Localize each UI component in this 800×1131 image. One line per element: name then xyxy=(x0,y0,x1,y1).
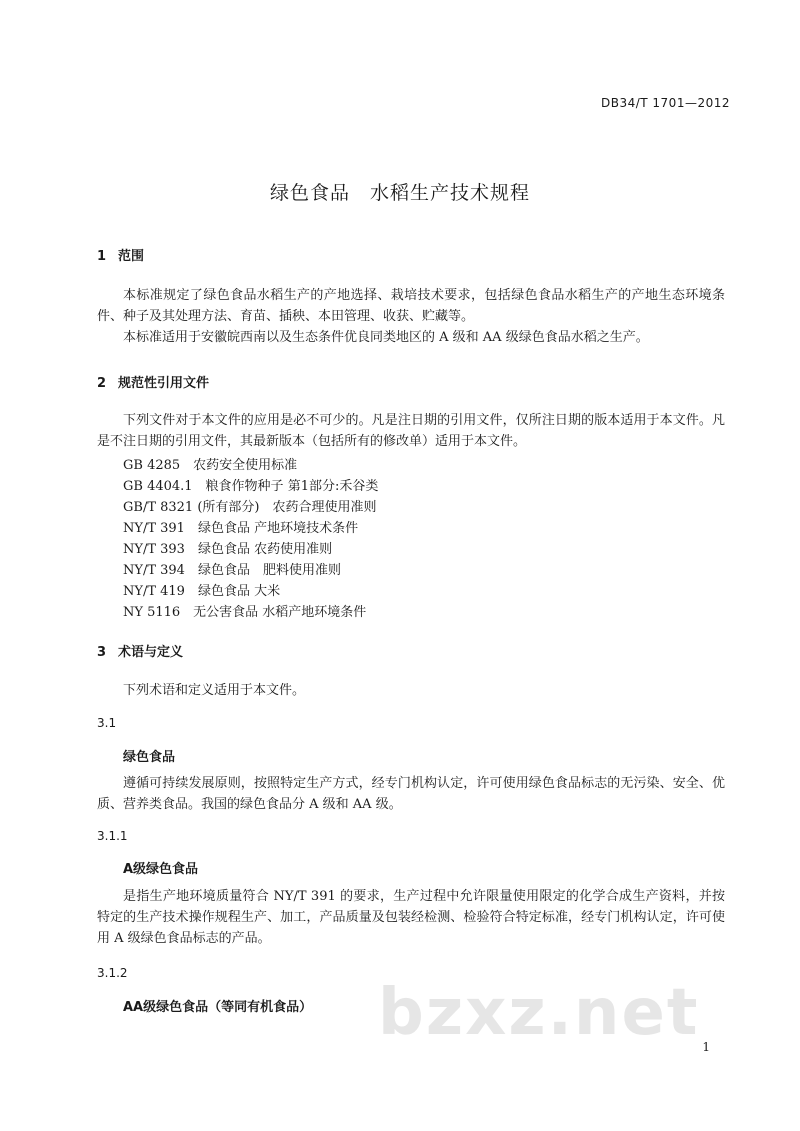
term-number: 3.1.2 xyxy=(97,966,128,980)
term-number: 3.1 xyxy=(97,716,117,730)
document-title: 绿色食品 水稻生产技术规程 xyxy=(269,182,530,204)
reference-item: NY/T 393 绿色食品 农药使用准则 xyxy=(123,542,333,557)
reference-item: GB 4404.1 粮食作物种子 第1部分:禾谷类 xyxy=(123,479,379,494)
page-number: 1 xyxy=(702,1040,710,1054)
term-name: 绿色食品 xyxy=(123,750,176,765)
reference-item: NY 5116 无公害食品 水稻产地环境条件 xyxy=(123,605,367,620)
section-title: 规范性引用文件 xyxy=(118,376,210,391)
section-1-heading xyxy=(97,245,144,264)
section-1-paragraph-1: 本标准规定了绿色食品水稻生产的产地选择、栽培技术要求，包括绿色食品水稻生产的产地生态环境条件、种子及其处理方法、育苗、插秧、本田管理、收获、贮藏等。 xyxy=(97,288,725,324)
watermark: bzxz.net xyxy=(378,976,700,1050)
reference-item: GB 4285 农药安全使用标准 xyxy=(123,458,298,473)
section-title: 范围 xyxy=(118,249,145,264)
section-2-heading xyxy=(97,372,209,391)
term-definition: 是指生产地环境质量符合 NY/T 391 的要求，生产过程中允许限量使用限定的化学合成生产资料，并按特定的生产技术操作规程生产、加工，产品质量及包装经检测、检验符合特定标准，经专门机构认定，许可使用 A 级绿色食品标志的产品。 xyxy=(97,889,725,946)
term-definition: 遵循可持续发展原则，按照特定生产方式，经专门机构认定，许可使用绿色食品标志的无污染、安全、优质、营养类食品。我国的绿色食品分 A 级和 AA 级。 xyxy=(97,776,725,812)
reference-item: NY/T 394 绿色食品 肥料使用准则 xyxy=(123,563,341,578)
standard-code: DB34/T 1701—2012 xyxy=(600,96,730,110)
section-number: 2 xyxy=(97,376,107,391)
term-name: AA级绿色食品（等同有机食品） xyxy=(123,1000,313,1015)
term-name: A级绿色食品 xyxy=(123,862,199,877)
section-number: 3 xyxy=(97,645,107,660)
reference-item: NY/T 391 绿色食品 产地环境技术条件 xyxy=(123,521,359,536)
reference-item: GB/T 8321 (所有部分) 农药合理使用准则 xyxy=(123,500,377,515)
term-number: 3.1.1 xyxy=(97,829,128,843)
section-number: 1 xyxy=(97,249,107,264)
section-2-intro: 下列文件对于本文件的应用是必不可少的。凡是注日期的引用文件，仅所注日期的版本适用于本文件。凡是不注日期的引用文件，其最新版本（包括所有的修改单）适用于本文件。 xyxy=(97,413,725,449)
section-3-intro: 下列术语和定义适用于本文件。 xyxy=(123,683,306,698)
reference-item: NY/T 419 绿色食品 大米 xyxy=(123,584,281,599)
section-1-paragraph-2: 本标准适用于安徽皖西南以及生态条件优良同类地区的 A 级和 AA 级绿色食品水稻之生产。 xyxy=(123,330,649,345)
section-3-heading xyxy=(97,641,183,660)
section-title: 术语与定义 xyxy=(118,645,184,660)
